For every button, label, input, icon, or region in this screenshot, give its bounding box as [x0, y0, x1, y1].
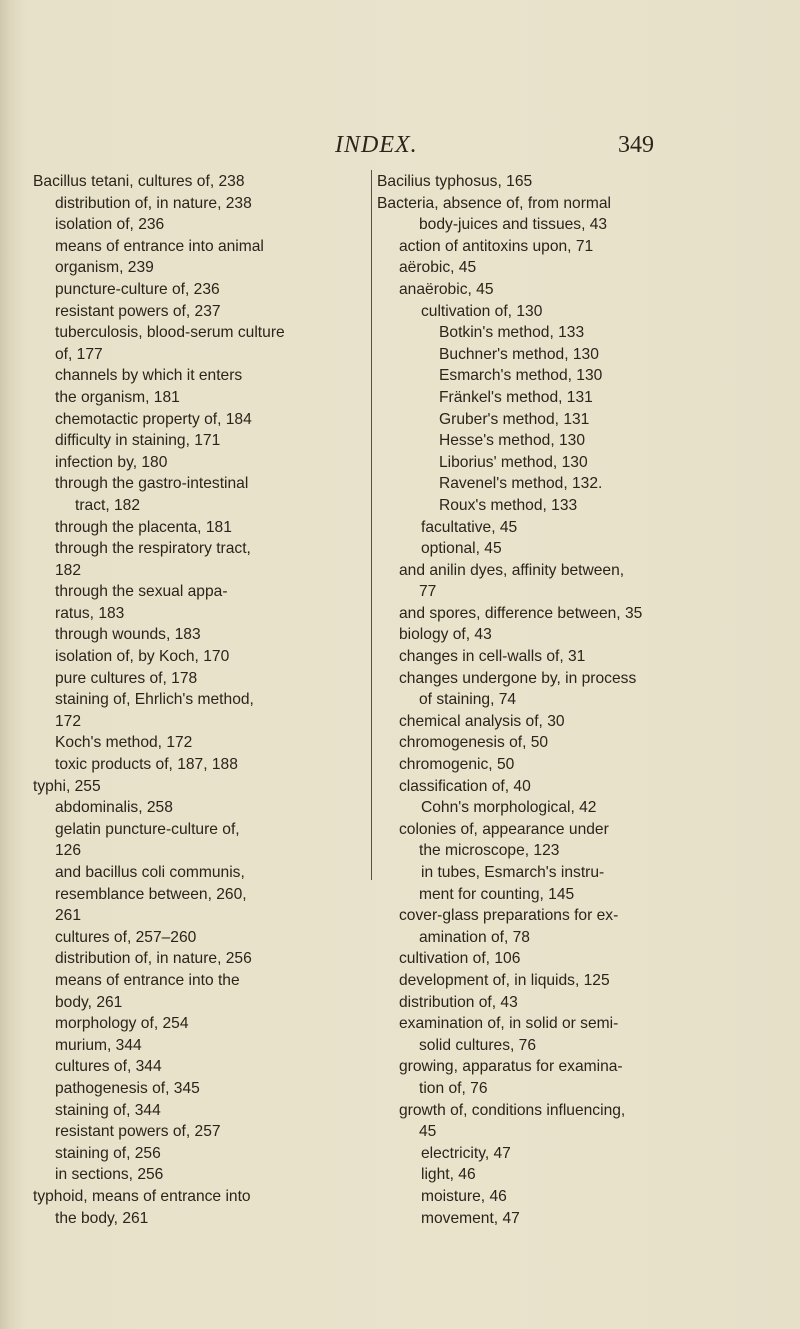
- index-entry: cultures of, 257–260: [55, 928, 197, 946]
- index-entry: solid cultures, 76: [419, 1036, 537, 1054]
- index-entry: Gruber's method, 131: [439, 410, 590, 428]
- index-entry: biology of, 43: [399, 626, 492, 644]
- index-entry: resemblance between, 260,: [55, 885, 247, 903]
- index-entry: colonies of, appearance under: [399, 820, 609, 838]
- index-entry: isolation of, by Koch, 170: [55, 648, 230, 666]
- index-entry: difficulty in staining, 171: [55, 432, 221, 450]
- index-entry: cover-glass preparations for ex-: [399, 907, 619, 925]
- index-entry: classification of, 40: [399, 777, 531, 795]
- index-entry: pathogenesis of, 345: [55, 1079, 200, 1097]
- index-entry: cultivation of, 106: [399, 950, 521, 968]
- index-entry: cultures of, 344: [55, 1058, 162, 1076]
- index-entry: staining of, Ehrlich's method,: [55, 691, 254, 709]
- index-entry: 261: [55, 907, 82, 925]
- index-entry: through the gastro-intestinal: [55, 475, 249, 493]
- index-entry: 182: [55, 561, 82, 579]
- page-number: 349: [618, 132, 654, 158]
- index-entry: chemotactic property of, 184: [55, 410, 252, 428]
- index-entry: 77: [419, 583, 437, 601]
- running-head-title: INDEX.: [335, 132, 418, 158]
- index-entry: electricity, 47: [421, 1144, 511, 1162]
- index-column-right: [377, 171, 775, 1229]
- index-entry: staining of, 344: [55, 1101, 161, 1119]
- index-entry: and bacillus coli communis,: [55, 864, 245, 881]
- index-entry: means of entrance into animal: [55, 237, 264, 255]
- index-entry: Bacilius typhosus, 165: [377, 173, 533, 190]
- index-entry: tract, 182: [75, 496, 141, 514]
- index-entry: ment for counting, 145: [419, 885, 575, 903]
- index-entry: anaërobic, 45: [399, 280, 494, 298]
- index-entry: the body, 261: [55, 1209, 149, 1227]
- index-entry: murium, 344: [55, 1036, 142, 1054]
- index-entry: means of entrance into the: [55, 971, 240, 989]
- index-entry: through the placenta, 181: [55, 518, 232, 536]
- index-entry: chromogenic, 50: [399, 756, 515, 774]
- index-entry: Roux's method, 133: [439, 496, 578, 514]
- index-entry: Koch's method, 172: [55, 734, 193, 752]
- index-entry: Esmarch's method, 130: [439, 367, 603, 385]
- index-entry: ratus, 183: [55, 604, 125, 622]
- index-entry: in sections, 256: [55, 1166, 164, 1184]
- index-entry: through wounds, 183: [55, 626, 201, 644]
- index-entry: organism, 239: [55, 259, 154, 277]
- index-entry: development of, in liquids, 125: [399, 971, 610, 989]
- index-entry: Botkin's method, 133: [439, 324, 585, 342]
- index-entry: the microscope, 123: [419, 842, 560, 860]
- index-entry: distribution of, in nature, 256: [55, 950, 252, 968]
- index-entry: light, 46: [421, 1166, 476, 1184]
- index-entry: through the sexual appa-: [55, 583, 228, 601]
- index-entry: tion of, 76: [419, 1079, 488, 1097]
- index-entry: optional, 45: [421, 540, 502, 558]
- index-entry: channels by which it enters: [55, 367, 243, 385]
- index-entry: Buchner's method, 130: [439, 345, 599, 363]
- index-entry: puncture-culture of, 236: [55, 280, 220, 298]
- column-divider: [371, 170, 372, 880]
- index-entry: infection by, 180: [55, 453, 168, 471]
- index-entry: pure cultures of, 178: [55, 669, 198, 687]
- index-entry: moisture, 46: [421, 1187, 507, 1205]
- index-entry: chromogenesis of, 50: [399, 734, 549, 752]
- index-entry: aërobic, 45: [399, 259, 477, 277]
- index-entry: growing, apparatus for examina-: [399, 1058, 623, 1076]
- index-entry: 172: [55, 712, 82, 730]
- index-entry: of, 177: [55, 345, 103, 363]
- index-entry: of staining, 74: [419, 691, 517, 709]
- page-header: [0, 128, 800, 162]
- index-entry: changes undergone by, in process: [399, 669, 637, 687]
- index-entry: resistant powers of, 257: [55, 1123, 221, 1141]
- index-entry: 126: [55, 842, 82, 860]
- index-entry: toxic products of, 187, 188: [55, 756, 238, 774]
- index-entry: typhoid, means of entrance into: [33, 1187, 251, 1205]
- index-entry: distribution of, 43: [399, 993, 518, 1011]
- index-entry: and spores, difference between, 35: [399, 604, 643, 622]
- index-entry: Cohn's morphological, 42: [421, 799, 597, 817]
- index-entry: morphology of, 254: [55, 1015, 189, 1033]
- index-entry: body, 261: [55, 993, 123, 1011]
- index-entry: movement, 47: [421, 1209, 520, 1227]
- index-entry: amination of, 78: [419, 928, 530, 946]
- index-entry: Bacteria, absence of, from normal: [377, 194, 612, 212]
- index-entry: action of antitoxins upon, 71: [399, 237, 594, 255]
- index-entry: Hesse's method, 130: [439, 432, 586, 450]
- index-entry: resistant powers of, 237: [55, 302, 221, 320]
- index-column-left: [33, 171, 369, 1229]
- index-entry: chemical analysis of, 30: [399, 712, 565, 730]
- index-entry: through the respiratory tract,: [55, 540, 251, 558]
- index-entry: in tubes, Esmarch's instru-: [421, 864, 605, 881]
- index-entry: Ravenel's method, 132.: [439, 475, 603, 493]
- index-entry: Fränkel's method, 131: [439, 388, 593, 406]
- index-entry: gelatin puncture-culture of,: [55, 820, 240, 838]
- index-entry: Liborius' method, 130: [439, 453, 588, 471]
- index-entry: isolation of, 236: [55, 216, 165, 234]
- index-entry: examination of, in solid or semi-: [399, 1015, 619, 1033]
- index-entry: tuberculosis, blood-serum culture: [55, 324, 285, 342]
- index-entry: growth of, conditions influencing,: [399, 1101, 626, 1119]
- index-entry: facultative, 45: [421, 518, 518, 536]
- index-entry: cultivation of, 130: [421, 302, 543, 320]
- index-entry: changes in cell-walls of, 31: [399, 648, 586, 666]
- index-entry: staining of, 256: [55, 1144, 161, 1162]
- index-entry: typhi, 255: [33, 777, 101, 795]
- index-entry: distribution of, in nature, 238: [55, 194, 252, 212]
- index-entry: 45: [419, 1123, 437, 1141]
- index-entry: and anilin dyes, affinity between,: [399, 561, 625, 579]
- index-entry: Bacillus tetani, cultures of, 238: [33, 173, 245, 190]
- index-entry: abdominalis, 258: [55, 799, 173, 817]
- index-entry: body-juices and tissues, 43: [419, 216, 608, 234]
- index-entry: the organism, 181: [55, 388, 180, 406]
